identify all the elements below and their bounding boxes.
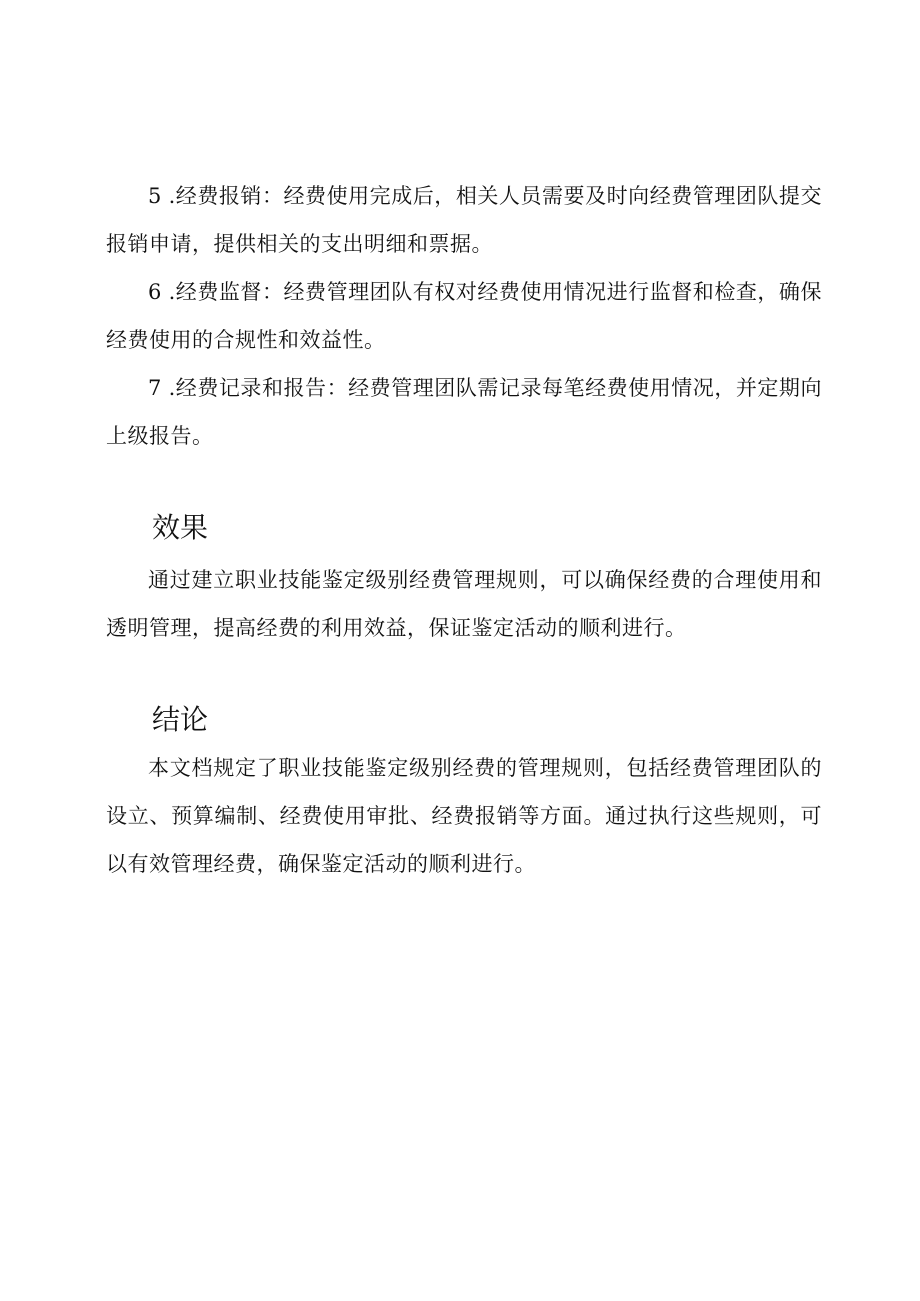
item-number: 5 [148, 184, 162, 208]
conclusion-paragraph: 本文档规定了职业技能鉴定级别经费的管理规则，包括经费管理团队的设立、预算编制、经费使用审批、经费报销等方面。通过执行这些规则，可以有效管理经费，确保鉴定活动的顺利进行。 [106, 756, 822, 876]
section-title-conclusion: 结论 [152, 703, 209, 736]
list-item-7 [106, 364, 822, 460]
item-number: 6 [148, 280, 162, 304]
effect-paragraph: 通过建立职业技能鉴定级别经费管理规则，可以确保经费的合理使用和透明管理，提高经费的利用效益，保证鉴定活动的顺利进行。 [106, 568, 822, 640]
item-text: .经费监督：经费管理团队有权对经费使用情况进行监督和检查，确保经费使用的合规性和效益性。 [106, 280, 822, 352]
list-item-5 [106, 172, 822, 268]
list-item-6 [106, 268, 822, 364]
document-content [106, 172, 822, 888]
section-title-effect: 效果 [152, 511, 209, 544]
item-text: .经费报销：经费使用完成后，相关人员需要及时向经费管理团队提交报销申请，提供相关的支出明细和票据。 [106, 184, 822, 256]
item-number: 7 [148, 376, 162, 400]
item-text: .经费记录和报告：经费管理团队需记录每笔经费使用情况，并定期向上级报告。 [106, 376, 822, 448]
